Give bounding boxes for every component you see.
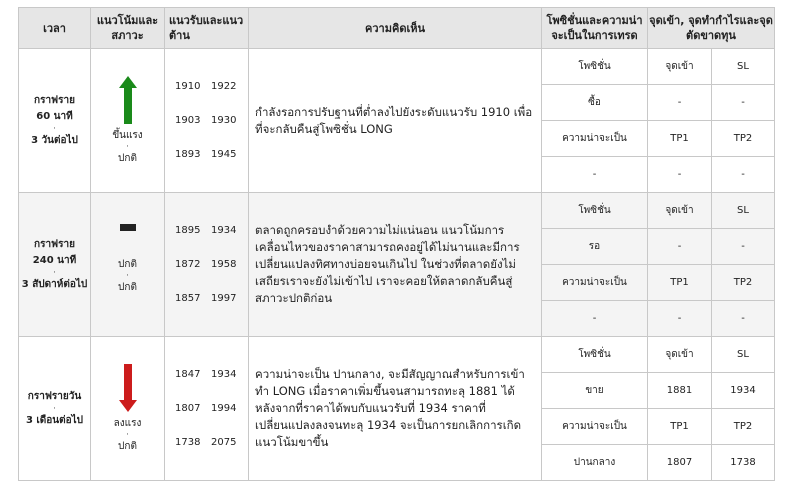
resistance-level: 1997 bbox=[211, 292, 237, 304]
levels-cell bbox=[165, 337, 249, 481]
position-cell: โพซิชั่น bbox=[542, 337, 648, 373]
resistance-level: 1958 bbox=[211, 258, 237, 270]
trend-cell bbox=[91, 49, 165, 193]
position-cell: - bbox=[542, 301, 648, 337]
time-cell bbox=[19, 337, 91, 481]
trend-cell bbox=[91, 337, 165, 481]
header-row bbox=[19, 8, 775, 49]
header-levels: แนวรับและแนวต้าน bbox=[165, 8, 249, 49]
comment-cell: ความน่าจะเป็น ปานกลาง, จะมีสัญญาณสำหรับการเข้าทำ LONG เมื่อราคาเพิ่มขึ้นจนสามารถทะลุ 1881 ได้หลังจากที่ราคาได้พบกับแนวรับที่ 1934 ราคาที่เปลี่ยนแปลงลงจนทะลุ 1934 จะเป็นการยกเลิกการเกิดแนวโน้มขาขึ้น bbox=[249, 337, 542, 481]
position-cell: โพซิชั่น bbox=[542, 193, 648, 229]
position-cell: ความน่าจะเป็น bbox=[542, 265, 648, 301]
support-level: 1910 bbox=[175, 80, 201, 92]
position-cell: - bbox=[542, 157, 648, 193]
trend-label: ลงแรง bbox=[113, 417, 142, 429]
support-level: 1895 bbox=[175, 224, 201, 236]
separator-dot: · bbox=[126, 271, 129, 281]
time-line2: 240 นาที bbox=[32, 254, 77, 266]
position-cell: รอ bbox=[542, 229, 648, 265]
support-level: 1857 bbox=[175, 292, 201, 304]
stop-cell: TP2 bbox=[712, 265, 775, 301]
trend-label: ปกติ bbox=[118, 259, 137, 270]
analysis-table bbox=[18, 7, 775, 481]
stop-cell: - bbox=[712, 301, 775, 337]
stop-cell: - bbox=[712, 85, 775, 121]
position-cell: ความน่าจะเป็น bbox=[542, 409, 648, 445]
entry-cell: จุดเข้า bbox=[648, 337, 712, 373]
arrow-up-icon bbox=[119, 76, 137, 124]
header-position: โพซิชั่นและความน่าจะเป็นในการเทรด bbox=[542, 8, 648, 49]
position-cell: ขาย bbox=[542, 373, 648, 409]
entry-cell: 1881 bbox=[648, 373, 712, 409]
time-cell bbox=[19, 49, 91, 193]
stop-cell: TP2 bbox=[712, 409, 775, 445]
support-level: 1872 bbox=[175, 258, 201, 270]
levels-cell bbox=[165, 193, 249, 337]
stop-cell: SL bbox=[712, 49, 775, 85]
support-level: 1807 bbox=[175, 402, 201, 414]
level-pair bbox=[175, 138, 248, 172]
trend-label: ขึ้นแรง bbox=[112, 129, 143, 141]
support-level: 1893 bbox=[175, 148, 201, 160]
trend-state: ปกติ bbox=[118, 282, 137, 293]
resistance-level: 1930 bbox=[211, 114, 237, 126]
dash-icon bbox=[120, 224, 136, 231]
resistance-level: 2075 bbox=[211, 436, 237, 448]
entry-cell: - bbox=[648, 301, 712, 337]
separator-dot: · bbox=[53, 267, 56, 278]
level-pair bbox=[175, 426, 248, 460]
entry-cell: - bbox=[648, 229, 712, 265]
support-level: 1738 bbox=[175, 436, 201, 448]
level-pair bbox=[175, 358, 248, 392]
table-row bbox=[19, 193, 775, 229]
position-cell: โพซิชั่น bbox=[542, 49, 648, 85]
entry-cell: - bbox=[648, 157, 712, 193]
separator-dot: · bbox=[53, 403, 56, 414]
level-pair bbox=[175, 214, 248, 248]
stop-cell: SL bbox=[712, 193, 775, 229]
time-line1: กราฟรายวัน bbox=[27, 390, 82, 402]
stop-cell: - bbox=[712, 157, 775, 193]
entry-cell: จุดเข้า bbox=[648, 49, 712, 85]
support-level: 1847 bbox=[175, 368, 201, 380]
header-comment: ความคิดเห็น bbox=[249, 8, 542, 49]
level-pair bbox=[175, 248, 248, 282]
level-pair bbox=[175, 104, 248, 138]
entry-cell: 1807 bbox=[648, 445, 712, 481]
position-cell: ปานกลาง bbox=[542, 445, 648, 481]
header-trend: แนวโน้มและสภาวะ bbox=[91, 8, 165, 49]
comment-cell: ตลาดถูกครอบงำด้วยความไม่แน่นอน แนวโน้มการเคลื่อนไหวของราคาสามารถคงอยู่ได้ไม่นานและมีการเปลี่ยนแปลงทิศทางบ่อยจนเกินไป ในช่วงที่ตลาดยังไม่เสถียรเราจะยังไม่เข้าไป เราจะคอยให้ตลาดกลับคืนสู่สภาวะปกติก่อน bbox=[249, 193, 542, 337]
resistance-level: 1922 bbox=[211, 80, 237, 92]
position-cell: ซื้อ bbox=[542, 85, 648, 121]
stop-cell: 1934 bbox=[712, 373, 775, 409]
table-row bbox=[19, 49, 775, 85]
header-time: เวลา bbox=[19, 8, 91, 49]
support-level: 1903 bbox=[175, 114, 201, 126]
time-line1: กราฟราย bbox=[34, 238, 75, 250]
level-pair bbox=[175, 392, 248, 426]
level-pair bbox=[175, 70, 248, 104]
entry-cell: - bbox=[648, 85, 712, 121]
time-line3: 3 เดือนต่อไป bbox=[25, 414, 84, 426]
arrow-down-icon bbox=[119, 364, 137, 412]
trend-state: ปกติ bbox=[118, 152, 137, 164]
resistance-level: 1945 bbox=[211, 148, 237, 160]
table-row bbox=[19, 337, 775, 373]
entry-cell: TP1 bbox=[648, 265, 712, 301]
stop-cell: SL bbox=[712, 337, 775, 373]
time-line1: กราฟราย bbox=[34, 94, 75, 106]
separator-dot: · bbox=[126, 429, 129, 440]
separator-dot: · bbox=[53, 123, 56, 134]
position-cell: ความน่าจะเป็น bbox=[542, 121, 648, 157]
separator-dot: · bbox=[126, 141, 129, 152]
level-pair bbox=[175, 282, 248, 316]
entry-cell: จุดเข้า bbox=[648, 193, 712, 229]
resistance-level: 1934 bbox=[211, 224, 237, 236]
entry-cell: TP1 bbox=[648, 121, 712, 157]
comment-cell: กำลังรอการปรับฐานที่ต่ำลงไปยังระดับแนวรับ 1910 เพื่อที่จะกลับคืนสู่โพซิชั่น LONG bbox=[249, 49, 542, 193]
time-line3: 3 สัปดาห์ต่อไป bbox=[21, 278, 88, 290]
trend-cell bbox=[91, 193, 165, 337]
stop-cell: - bbox=[712, 229, 775, 265]
time-cell bbox=[19, 193, 91, 337]
resistance-level: 1934 bbox=[211, 368, 237, 380]
time-line3: 3 วันต่อไป bbox=[31, 134, 78, 146]
resistance-level: 1994 bbox=[211, 402, 237, 414]
levels-cell bbox=[165, 49, 249, 193]
stop-cell: TP2 bbox=[712, 121, 775, 157]
trend-state: ปกติ bbox=[118, 440, 137, 452]
stop-cell: 1738 bbox=[712, 445, 775, 481]
entry-cell: TP1 bbox=[648, 409, 712, 445]
header-entry: จุดเข้า, จุดทำกำไรและจุดตัดขาดทุน bbox=[648, 8, 775, 49]
time-line2: 60 นาที bbox=[36, 110, 73, 122]
